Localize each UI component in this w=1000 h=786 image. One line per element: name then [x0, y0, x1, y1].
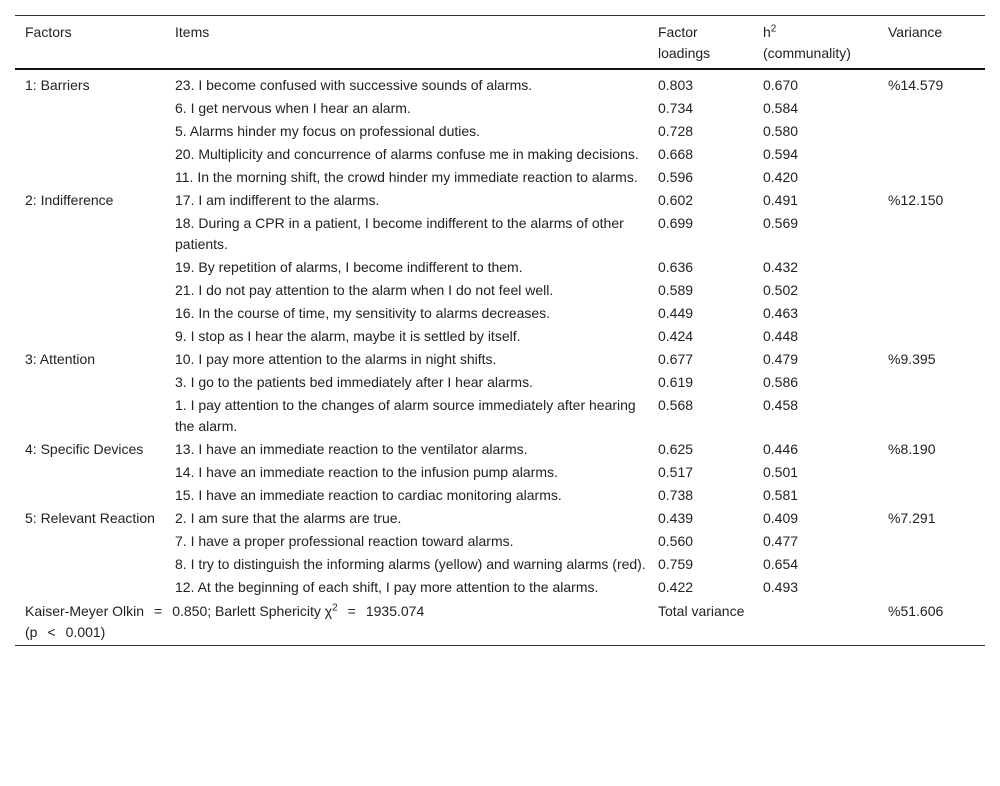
header-row — [15, 16, 985, 70]
table-row — [15, 325, 985, 348]
factor-loading-cell: 0.596 — [658, 169, 694, 185]
table-row — [15, 576, 985, 599]
header-communality — [753, 16, 878, 70]
kmo-label: Kaiser-Meyer Olkin — [25, 603, 145, 619]
communality-cell: 0.581 — [763, 487, 799, 503]
communality-cell: 0.569 — [763, 215, 799, 231]
variance-cell — [878, 576, 985, 599]
factor-cell — [15, 484, 165, 507]
factor-loading-cell: 0.602 — [658, 192, 694, 208]
kmo-value: 0.850; Barlett Sphericity χ — [172, 603, 333, 619]
communality-cell: 0.670 — [763, 77, 799, 93]
p-label: (p — [25, 624, 38, 640]
item-cell: 7. I have a proper professional reaction toward alarms. — [175, 533, 514, 549]
variance-cell: %14.579 — [888, 77, 944, 93]
variance-cell — [878, 256, 985, 279]
communality-cell: 0.479 — [763, 351, 799, 367]
factor-cell: 4: Specific Devices — [25, 441, 144, 457]
variance-cell — [878, 143, 985, 166]
factor-cell — [15, 461, 165, 484]
chi-superscript: 2 — [332, 602, 338, 614]
communality-cell: 0.458 — [763, 397, 799, 413]
factor-loading-cell: 0.734 — [658, 100, 694, 116]
equals-sign: = — [347, 603, 356, 619]
header-h2-base: h — [763, 24, 771, 40]
communality-cell: 0.446 — [763, 441, 799, 457]
table-row — [15, 69, 985, 97]
communality-cell: 0.448 — [763, 328, 799, 344]
factor-loading-cell: 0.424 — [658, 328, 694, 344]
table-row — [15, 143, 985, 166]
factor-cell — [15, 212, 165, 256]
communality-cell: 0.409 — [763, 510, 799, 526]
item-cell: 5. Alarms hinder my focus on professional duties. — [175, 123, 481, 139]
communality-cell: 0.493 — [763, 579, 799, 595]
header-factor-loadings — [648, 16, 753, 70]
table-row — [15, 256, 985, 279]
variance-cell: %8.190 — [888, 441, 936, 457]
item-cell: 21. I do not pay attention to the alarm when I do not feel well. — [175, 282, 554, 298]
factor-loading-cell: 0.589 — [658, 282, 694, 298]
communality-cell: 0.463 — [763, 305, 799, 321]
factor-cell — [15, 279, 165, 302]
factor-loading-cell: 0.619 — [658, 374, 694, 390]
table-row — [15, 166, 985, 189]
variance-cell — [878, 212, 985, 256]
factor-cell — [15, 576, 165, 599]
item-cell: 2. I am sure that the alarms are true. — [175, 510, 402, 526]
total-variance-value: %51.606 — [888, 603, 944, 619]
header-variance — [878, 16, 985, 70]
factor-loading-cell: 0.728 — [658, 123, 694, 139]
item-cell: 12. At the beginning of each shift, I pay more attention to the alarms. — [175, 579, 599, 595]
item-cell: 8. I try to distinguish the informing alarms (yellow) and warning alarms (red). — [175, 556, 646, 572]
variance-cell — [878, 325, 985, 348]
header-h2-sup: 2 — [770, 23, 777, 35]
variance-cell — [878, 394, 985, 438]
item-cell: 1. I pay attention to the changes of alarm source immediately after hearing the alarm. — [175, 397, 636, 434]
table-row — [15, 189, 985, 212]
variance-cell: %9.395 — [888, 351, 936, 367]
variance-cell — [878, 461, 985, 484]
item-cell: 10. I pay more attention to the alarms in night shifts. — [175, 351, 497, 367]
less-than-sign: < — [47, 624, 56, 640]
factor-cell — [15, 530, 165, 553]
communality-cell: 0.654 — [763, 556, 799, 572]
header-variance-label: Variance — [888, 24, 943, 40]
variance-cell — [878, 302, 985, 325]
communality-cell: 0.491 — [763, 192, 799, 208]
table-row — [15, 461, 985, 484]
item-cell: 18. During a CPR in a patient, I become indifferent to the alarms of other patients. — [175, 215, 624, 252]
factor-cell — [15, 143, 165, 166]
header-items — [165, 16, 648, 70]
kmo-cell — [15, 599, 648, 646]
variance-cell — [878, 166, 985, 189]
factor-loading-cell: 0.738 — [658, 487, 694, 503]
header-h2-line2: (communality) — [763, 45, 851, 61]
table-row — [15, 394, 985, 438]
communality-cell: 0.420 — [763, 169, 799, 185]
header-factors-label: Factors — [25, 24, 72, 40]
item-cell: 16. In the course of time, my sensitivity to alarms decreases. — [175, 305, 551, 321]
factor-analysis-table — [15, 15, 985, 646]
factor-cell — [15, 166, 165, 189]
variance-cell — [878, 553, 985, 576]
item-cell: 6. I get nervous when I hear an alarm. — [175, 100, 411, 116]
item-cell: 14. I have an immediate reaction to the infusion pump alarms. — [175, 464, 558, 480]
factor-loading-cell: 0.517 — [658, 464, 694, 480]
item-cell: 3. I go to the patients bed immediately after I hear alarms. — [175, 374, 533, 390]
factor-cell — [15, 120, 165, 143]
communality-cell: 0.586 — [763, 374, 799, 390]
factor-loading-cell: 0.636 — [658, 259, 694, 275]
table-row — [15, 530, 985, 553]
factor-loading-cell: 0.439 — [658, 510, 694, 526]
item-cell: 17. I am indifferent to the alarms. — [175, 192, 380, 208]
communality-cell: 0.432 — [763, 259, 799, 275]
factor-loading-cell: 0.677 — [658, 351, 694, 367]
variance-cell: %12.150 — [888, 192, 944, 208]
table-row — [15, 371, 985, 394]
communality-cell: 0.580 — [763, 123, 799, 139]
table-row — [15, 438, 985, 461]
item-cell: 19. By repetition of alarms, I become indifferent to them. — [175, 259, 523, 275]
variance-cell — [878, 484, 985, 507]
variance-cell — [878, 97, 985, 120]
factor-cell — [15, 325, 165, 348]
factor-cell — [15, 394, 165, 438]
table-row — [15, 553, 985, 576]
table-row — [15, 212, 985, 256]
factor-loading-cell: 0.759 — [658, 556, 694, 572]
factor-cell: 2: Indifference — [25, 192, 114, 208]
table-row — [15, 507, 985, 530]
factor-loading-cell: 0.449 — [658, 305, 694, 321]
factor-loading-cell: 0.625 — [658, 441, 694, 457]
equals-sign: = — [154, 603, 163, 619]
total-variance-label: Total variance — [658, 603, 745, 619]
variance-cell — [878, 279, 985, 302]
variance-cell — [878, 371, 985, 394]
factor-loading-cell: 0.699 — [658, 215, 694, 231]
variance-cell — [878, 120, 985, 143]
factor-cell — [15, 371, 165, 394]
header-items-label: Items — [175, 24, 210, 40]
factor-cell: 1: Barriers — [25, 77, 90, 93]
chi-value: 1935.074 — [365, 603, 425, 619]
communality-cell: 0.501 — [763, 464, 799, 480]
item-cell: 13. I have an immediate reaction to the ventilator alarms. — [175, 441, 528, 457]
header-loadings-line2: loadings — [658, 45, 711, 61]
factor-cell — [15, 302, 165, 325]
factor-loading-cell: 0.803 — [658, 77, 694, 93]
table-row — [15, 120, 985, 143]
item-cell: 23. I become confused with successive sounds of alarms. — [175, 77, 533, 93]
factor-cell: 3: Attention — [25, 351, 96, 367]
factor-loading-cell: 0.668 — [658, 146, 694, 162]
factor-loading-cell: 0.560 — [658, 533, 694, 549]
header-factors — [15, 16, 165, 70]
factor-cell — [15, 97, 165, 120]
table-row — [15, 279, 985, 302]
header-loadings-line1: Factor — [658, 24, 698, 40]
item-cell: 15. I have an immediate reaction to cardiac monitoring alarms. — [175, 487, 562, 503]
factor-loading-cell: 0.568 — [658, 397, 694, 413]
summary-row — [15, 599, 985, 646]
factor-cell: 5: Relevant Reaction — [25, 510, 155, 526]
table-row — [15, 302, 985, 325]
table-row — [15, 348, 985, 371]
item-cell: 9. I stop as I hear the alarm, maybe it is settled by itself. — [175, 328, 521, 344]
table-row — [15, 484, 985, 507]
table-row — [15, 97, 985, 120]
communality-cell: 0.502 — [763, 282, 799, 298]
item-cell: 20. Multiplicity and concurrence of alarms confuse me in making decisions. — [175, 146, 639, 162]
variance-cell: %7.291 — [888, 510, 936, 526]
factor-loading-cell: 0.422 — [658, 579, 694, 595]
communality-cell: 0.594 — [763, 146, 799, 162]
communality-cell: 0.584 — [763, 100, 799, 116]
p-value: 0.001) — [65, 624, 106, 640]
factor-cell — [15, 553, 165, 576]
communality-cell: 0.477 — [763, 533, 799, 549]
factor-cell — [15, 256, 165, 279]
variance-cell — [878, 530, 985, 553]
item-cell: 11. In the morning shift, the crowd hinder my immediate reaction to alarms. — [175, 169, 638, 185]
